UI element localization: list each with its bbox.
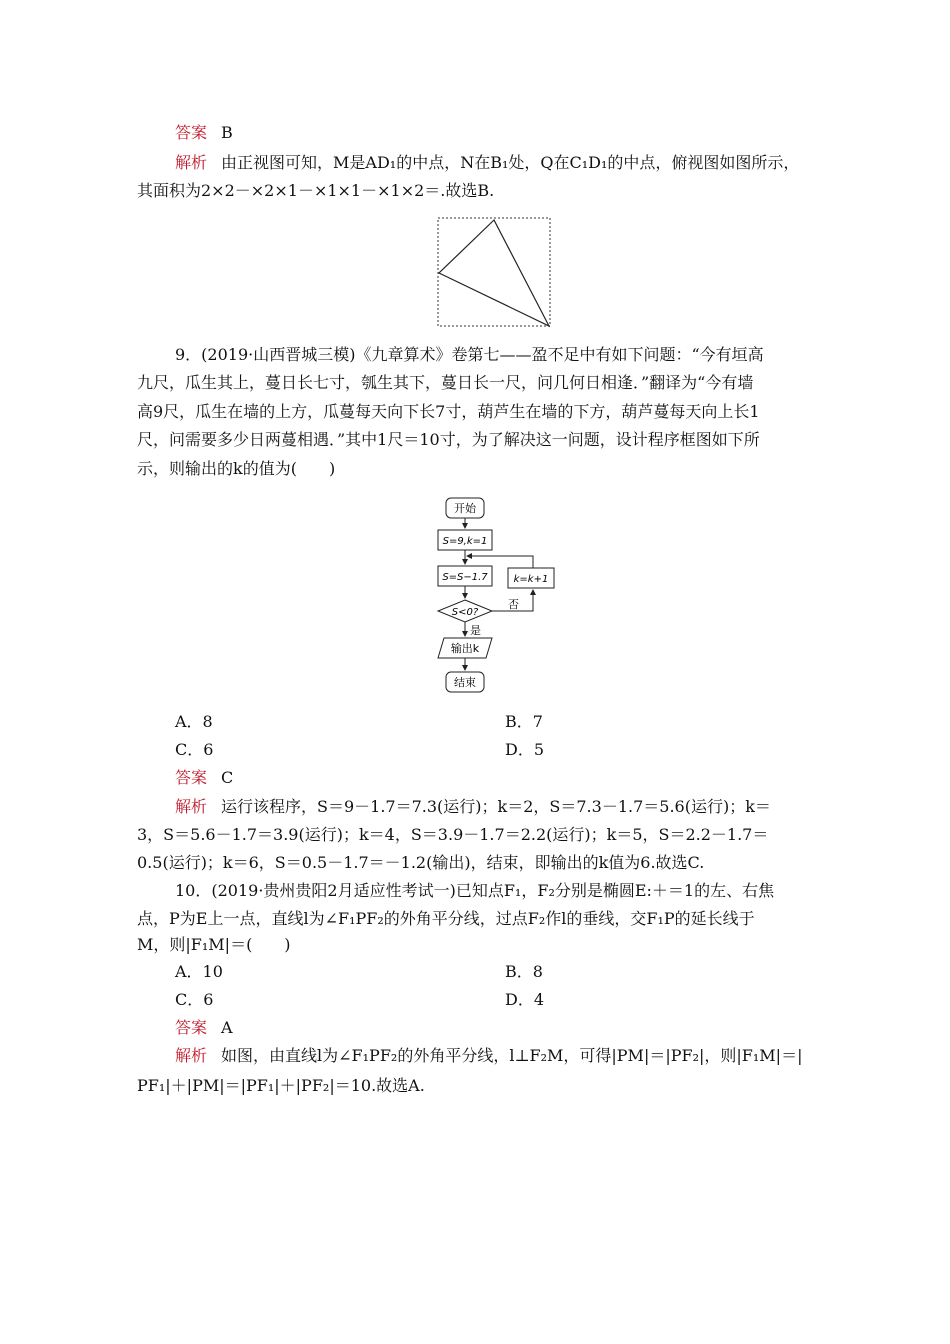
analysis-text: 运行该程序，S＝9－1.7＝7.3(运行)；k＝2，S＝7.3－1.7＝5.6(运行)；k＝ xyxy=(221,797,771,816)
q9-text-5: 示，则输出的k的值为( ) xyxy=(137,459,336,478)
flow-update-s-label: S=S−1.7 xyxy=(442,572,488,583)
top-view-figure xyxy=(436,216,552,328)
q10-option-c: C．6 xyxy=(175,990,214,1009)
q8-answer xyxy=(175,123,233,143)
answer-value: A xyxy=(221,1018,233,1037)
answer-label: 答案 xyxy=(175,768,208,787)
answer-value: B xyxy=(221,123,233,142)
flow-update-k-label: k=k+1 xyxy=(513,574,549,585)
q9-text-1: 9．(2019·山西晋城三模)《九章算术》卷第七——盈不足中有如下问题：“今有垣高 xyxy=(175,345,764,364)
q10-text-2: 点，P为E上一点，直线l为∠F₁PF₂的外角平分线，过点F₂作l的垂线，交F₁P的延长线于 xyxy=(137,909,755,928)
q9-answer xyxy=(175,768,233,788)
q10-option-d: D．4 xyxy=(505,990,545,1009)
figure-frame xyxy=(438,218,550,326)
analysis-label: 解析 xyxy=(175,153,208,172)
flowchart xyxy=(430,492,560,696)
q10-analysis-2: PF₁|＋|PM|＝|PF₁|＋|PF₂|＝10.故选A. xyxy=(137,1076,425,1095)
q9-text-2: 九尺，瓜生其上，蔓日长七寸，瓠生其下，蔓日长一尺，问几何日相逢．”翻译为“今有墙 xyxy=(137,373,754,392)
q10-analysis xyxy=(175,1046,802,1066)
q10-text-3: M，则|F₁M|＝( ) xyxy=(137,935,291,954)
flow-init-label: S=9,k=1 xyxy=(442,536,488,547)
q8-analysis-cont: 其面积为2×2－×2×1－×1×1－×1×2＝.故选B. xyxy=(137,181,495,200)
q9-text-4: 尺，问需要多少日两蔓相遇．”其中1尺＝10寸，为了解决这一问题，设计程序框图如下所 xyxy=(137,430,760,449)
triangle-shape xyxy=(439,220,549,326)
flow-start-label: 开始 xyxy=(454,502,476,515)
q9-option-c: C．6 xyxy=(175,740,214,759)
q9-option-d: D．5 xyxy=(505,740,545,759)
q9-analysis xyxy=(175,797,771,817)
flow-yes-label: 是 xyxy=(470,624,481,637)
flow-end-label: 结束 xyxy=(454,676,476,689)
q9-analysis-2: 3，S＝5.6－1.7＝3.9(运行)；k＝4，S＝3.9－1.7＝2.2(运行)；k＝5，S＝2.2－1.7＝ xyxy=(137,825,769,844)
flow-output-label: 输出k xyxy=(450,642,480,655)
q10-option-a: A．10 xyxy=(175,962,223,981)
analysis-text: 如图，由直线l为∠F₁PF₂的外角平分线，l⊥F₂M，可得|PM|＝|PF₂|，则|F₁M|＝| xyxy=(221,1046,803,1065)
q9-option-b: B．7 xyxy=(505,712,543,731)
analysis-text: 由正视图可知，M是AD₁的中点，N在B₁处，Q在C₁D₁的中点，俯视图如图所示， xyxy=(221,153,800,172)
flow-no-label: 否 xyxy=(508,598,519,611)
q10-answer xyxy=(175,1018,233,1038)
analysis-label: 解析 xyxy=(175,797,208,816)
q9-option-a: A．8 xyxy=(175,712,213,731)
q10-option-b: B．8 xyxy=(505,962,543,981)
q9-analysis-3: 0.5(运行)；k＝6，S＝0.5－1.7＝－1.2(输出)，结束，即输出的k值为6.故选C. xyxy=(137,853,705,872)
q9-text-3: 高9尺，瓜生在墙的上方，瓜蔓每天向下长7寸，葫芦生在墙的下方，葫芦蔓每天向上长1 xyxy=(137,402,760,421)
q10-text-1: 10．(2019·贵州贵阳2月适应性考试一)已知点F₁，F₂分别是椭圆E:＋＝1的左、右焦 xyxy=(175,881,775,900)
answer-label: 答案 xyxy=(175,1018,208,1037)
answer-label: 答案 xyxy=(175,123,208,142)
answer-value: C xyxy=(221,768,234,787)
q8-analysis xyxy=(175,153,799,173)
analysis-label: 解析 xyxy=(175,1046,208,1065)
flow-cond-label: S<0? xyxy=(451,607,479,618)
